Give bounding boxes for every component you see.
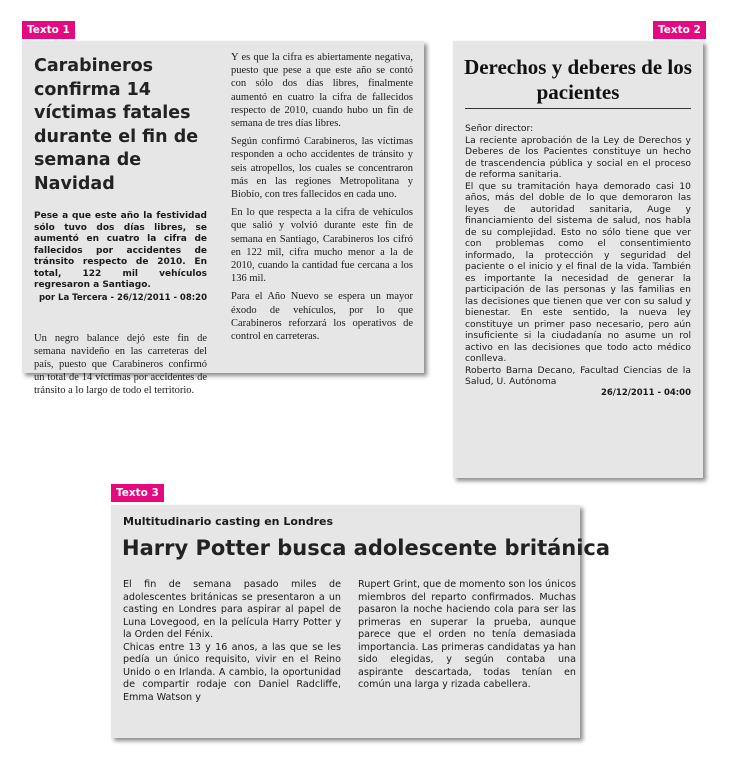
article-body-paragraph: Un negro balance dejó este fin de semana navideño en las carreteras del país, puesto que Carabineros confirmó un total de 14 víctimas por accidentes de tránsito a lo largo de todo el territorio. — [34, 332, 207, 397]
title-divider — [465, 108, 691, 109]
texto-2-tag: Texto 2 — [653, 21, 706, 39]
texto-3-tag: Texto 3 — [111, 484, 164, 502]
article-headline: Harry Potter busca adolescente británica — [122, 536, 611, 560]
article-column-left — [123, 579, 341, 704]
article-lead: Pese a que este año la festividad sólo tuvo dos días libres, se aumentó en cuatro la cifra de fallecidos por accidentes de tránsito respecto de 2010. En total, 122 mil vehículos regresaron a Santiago. — [34, 211, 207, 290]
letter-derechos-pacientes — [453, 41, 703, 478]
letter-body — [465, 123, 691, 399]
article-body-paragraph: Chicas entre 13 y 16 anos, a las que se les pedía un único requisito, vivir en el Reino Unido o en Irlanda. A cambio, la oportunidad de compartir rodaje con Daniel Radcliffe, Emma Watson y — [123, 641, 341, 703]
article-column-left — [34, 55, 207, 398]
article-headline: Carabineros confirma 14 víctimas fatales durante el fin de semana de Navidad — [34, 56, 199, 194]
article-body-paragraph: En lo que respecta a la cifra de vehículos que salió y volvió durante este fin de semana en Santiago, Carabineros los cifró en 122 mil, cifra mucho menor a la de 2010, cuando la cantidad fue cercana a los 136 mil. — [231, 207, 413, 285]
article-body-paragraph: Para el Año Nuevo se espera un mayor éxodo de vehículos, por lo que Carabineros reforzará los operativos de control en carreteras. — [231, 291, 413, 343]
letter-salutation: Señor director: — [465, 123, 534, 134]
article-body-paragraph: Y es que la cifra es abiertamente negativa, puesto que pese a que este año se contó con sólo dos días libres, finalmente aumentó en cuatro la cifra de fallecidos respecto de 2010, cuando hubo un fin de semana de tres días libres. — [231, 52, 413, 130]
letter-signature: Roberto Barna Decano, Facultad Ciencias de la Salud, U. Autónoma — [465, 364, 691, 387]
letter-date: 26/12/2011 - 04:00 — [600, 387, 691, 398]
article-kicker: Multitudinario casting en Londres — [123, 515, 334, 528]
article-harry-potter — [111, 505, 611, 738]
article-column-right — [231, 51, 413, 348]
letter-paragraph: La reciente aprobación de la Ley de Derechos y Deberes de los Pacientes constituye un hecho de trascendencia pública y social en el proceso de reforma sanitaria. — [465, 134, 691, 180]
letter-title: Derechos y deberes de los pacientes — [464, 55, 692, 104]
article-body-paragraph: El fin de semana pasado miles de adolescentes británicas se presentaron a un casting en Londres para aspirar al papel de Luna Lovegood, en la película Harry Potter y la Orden del Fénix. — [123, 579, 341, 640]
article-column-right — [358, 579, 576, 692]
article-carabineros — [22, 41, 424, 397]
texto-1-tag: Texto 1 — [22, 21, 75, 39]
article-byline: por La Tercera - 26/12/2011 - 08:20 — [38, 292, 207, 303]
letter-paragraph: El que su tramitación haya demorado casi 10 años, más del doble de lo que demoraron las leyes de autoridad sanitaria, Auge y financiamiento del sistema de salud, nos habla de su complejidad. Esto no sólo tiene que ver con problemas como el consentimiento informado, la protección y seguridad del paciente o el inicio y el final de la vida. También es importante la necesidad de generar la participación de las personas y las familias en las decisiones que tienen que ver con su salud y bienestar. En este sentido, la nueva ley constituye un primer paso necesario, pero aún insuficiente si la ciudadanía no asume un rol activo en las decisiones que todo acto médico conlleva. — [465, 180, 691, 364]
article-body-paragraph: Rupert Grint, que de momento son los únicos miembros del reparto confirmados. Muchas pasaron la noche haciendo cola para ser las primeras en superar la prueba, aunque parece que el orden no tenía demasiada importancia. Las primeras candidatas ya han sido elegidas, y según contaba una aspirante descartada, todas tenían en común una larga y rizada cabellera. — [358, 579, 576, 690]
article-body-paragraph: Según confirmó Carabineros, las víctimas responden a ocho accidentes de tránsito y seis atropellos, los cuales se concentraron más en las regiones Metropolitana y Biobío, con tres fallecidos en cada uno. — [231, 136, 413, 201]
